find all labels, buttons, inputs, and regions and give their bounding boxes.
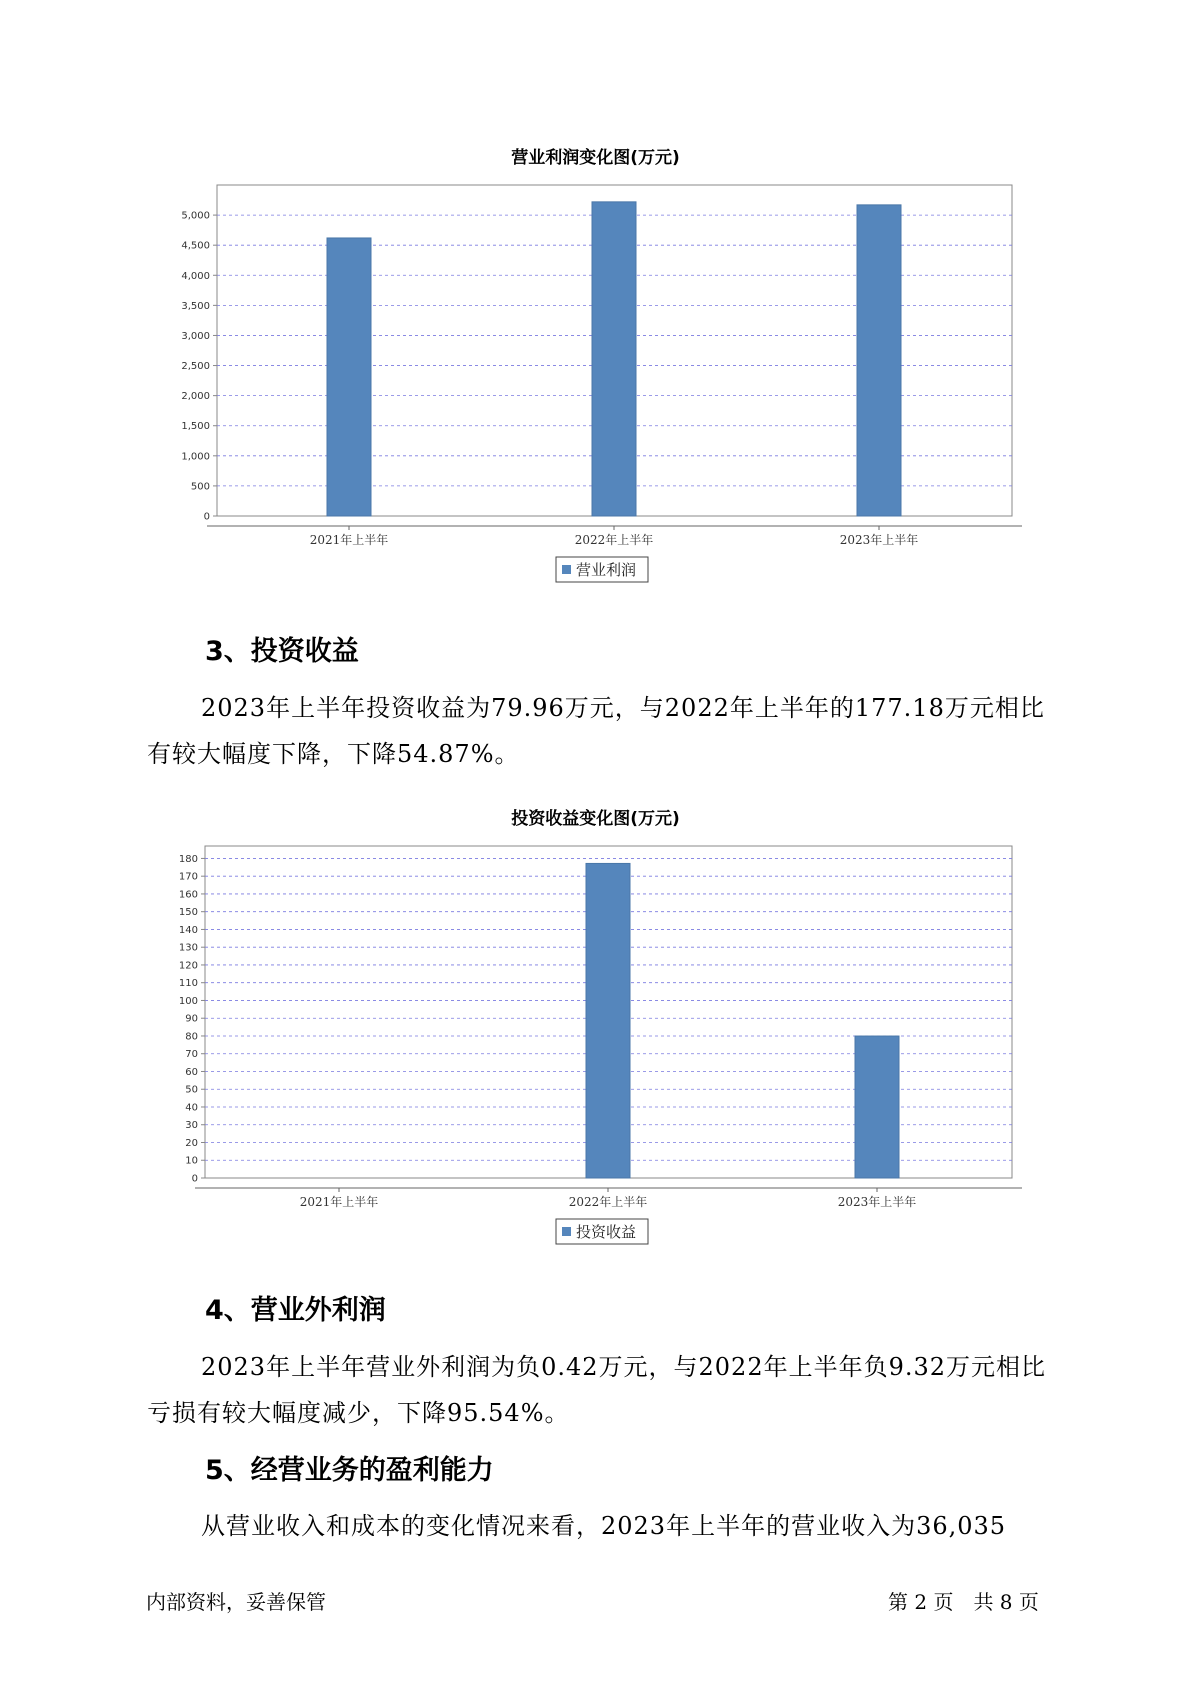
y-tick-label: 1,000: [181, 451, 210, 463]
y-tick-label: 4,000: [181, 270, 210, 282]
y-tick-label: 2,000: [181, 391, 210, 403]
section-heading-profitability: 5、经营业务的盈利能力: [205, 1455, 494, 1486]
chart-title-operating-profit: 营业利润变化图(万元): [511, 148, 680, 168]
y-tick-label: 150: [178, 907, 198, 919]
x-tick-label: 2022年上半年: [574, 533, 654, 547]
bar: [855, 1036, 899, 1178]
x-tick-label: 2023年上半年: [839, 533, 919, 547]
y-tick-label: 500: [190, 481, 210, 493]
y-tick-label: 60: [185, 1066, 198, 1078]
y-tick-label: 160: [178, 889, 198, 901]
y-tick-label: 120: [178, 960, 198, 972]
legend-label: 营业利润: [576, 561, 637, 579]
paragraph-investment-income: 2023年上半年投资收益为79.96万元，与2022年上半年的177.18万元相比有较大幅度下降，下降54.87%。: [147, 694, 1045, 768]
y-tick-label: 3,000: [181, 330, 210, 342]
y-tick-label: 30: [185, 1120, 198, 1132]
y-tick-label: 3,500: [181, 300, 210, 312]
y-tick-label: 170: [178, 871, 198, 883]
y-tick-label: 0: [203, 511, 210, 523]
paragraph-profitability: 从营业收入和成本的变化情况来看，2023年上半年的营业收入为36,035: [201, 1512, 1007, 1540]
section-heading-investment-income: 3、投资收益: [205, 636, 359, 667]
y-tick-label: 2,500: [181, 361, 210, 373]
y-tick-label: 140: [178, 924, 198, 936]
legend-swatch: [562, 1227, 571, 1236]
y-tick-label: 4,500: [181, 240, 210, 252]
y-tick-label: 70: [185, 1049, 198, 1061]
legend-label: 投资收益: [576, 1223, 637, 1241]
y-tick-label: 1,500: [181, 421, 210, 433]
y-tick-label: 80: [185, 1031, 198, 1043]
y-tick-label: 10: [185, 1155, 198, 1167]
footer-page-number: 第 2 页 共 8 页: [888, 1590, 1039, 1614]
section-heading-non-operating-profit: 4、营业外利润: [205, 1295, 386, 1326]
y-tick-label: 5,000: [181, 210, 210, 222]
y-tick-label: 20: [185, 1137, 198, 1149]
y-tick-label: 50: [185, 1084, 198, 1096]
paragraph-non-operating-profit: 2023年上半年营业外利润为负0.42万元，与2022年上半年负9.32万元相比亏损有较大幅度减少，下降95.54%。: [147, 1353, 1047, 1427]
y-tick-label: 100: [178, 995, 198, 1007]
y-tick-label: 0: [191, 1173, 198, 1185]
x-tick-label: 2021年上半年: [309, 533, 389, 547]
y-tick-label: 130: [178, 942, 198, 954]
y-tick-label: 90: [185, 1013, 198, 1025]
footer-confidential-note: 内部资料，妥善保管: [146, 1590, 326, 1614]
chart-title-investment-income: 投资收益变化图(万元): [511, 809, 680, 829]
bar: [586, 863, 630, 1178]
x-tick-label: 2021年上半年: [299, 1195, 379, 1209]
x-tick-label: 2023年上半年: [837, 1195, 917, 1209]
y-tick-label: 180: [178, 853, 198, 865]
y-tick-label: 110: [178, 978, 198, 990]
x-tick-label: 2022年上半年: [568, 1195, 648, 1209]
y-tick-label: 40: [185, 1102, 198, 1114]
